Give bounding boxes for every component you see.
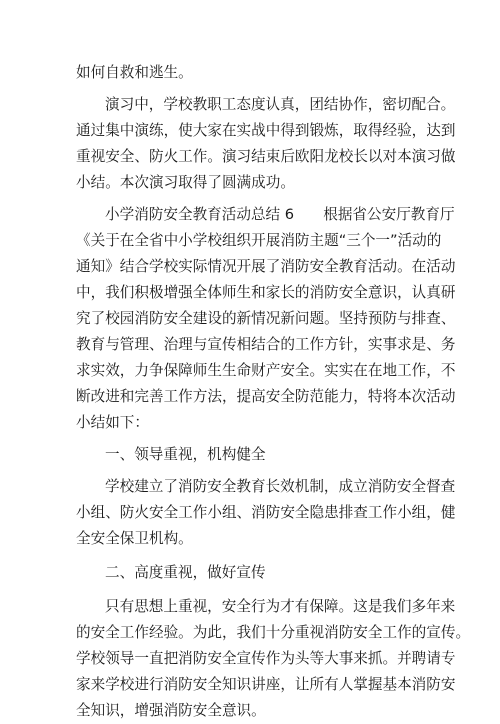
text-line: 学校领导一直把消防安全宣传作为头等大事来抓。并聘请专 xyxy=(76,650,456,667)
heading-leadership xyxy=(76,442,438,468)
para-drill-attitude xyxy=(76,92,456,196)
text-line: 家来学校进行消防安全知识讲座，让所有人掌握基本消防安 xyxy=(76,676,456,693)
text-line: 演习中，学校教职工态度认真，团结协作，密切配合。 xyxy=(105,96,456,113)
text-line: 断改进和完善工作方法，提高安全防范能力，特将本次活动 xyxy=(76,388,456,405)
text-line: 小结如下： xyxy=(76,414,149,431)
text-line: 只有思想上重视，安全行为才有保障。这是我们多年来 xyxy=(105,598,456,615)
text-line: 学校建立了消防安全教育长效机制，成立消防安全督查 xyxy=(105,478,456,495)
para-leadership xyxy=(76,474,456,552)
text-line: 如何自救和逃生。 xyxy=(76,64,193,81)
section-heading: 二、高度重视，做好宣传 xyxy=(105,564,266,581)
heading-publicity xyxy=(76,560,438,586)
text-line: 小学消防安全教育活动总结 6 根据省公安厅教育厅 xyxy=(105,206,455,223)
para-publicity xyxy=(76,594,471,724)
text-line: 究了校园消防安全建设的新情况新问题。坚持预防与排查、 xyxy=(76,310,456,327)
text-line: 的安全工作经验。为此，我们十分重视消防安全工作的宣传。 xyxy=(76,624,471,641)
text-line: 全安全保卫机构。 xyxy=(76,530,193,547)
text-line: 通过集中演练，使大家在实战中得到锻炼，取得经验，达到 xyxy=(76,122,456,139)
text-line: 中，我们积极增强全体师生和家长的消防安全意识，认真研 xyxy=(76,284,456,301)
text-line: 《关于在全省中小学校组织开展消防主题“三个一”活动的 xyxy=(76,232,442,249)
text-line: 重视安全、防火工作。演习结束后欧阳龙校长以对本演习做 xyxy=(76,148,456,165)
text-line: 求实效，力争保障师生生命财产安全。实实在在地工作，不 xyxy=(76,362,456,379)
text-line: 教育与管理、治理与宣传相结合的工作方针，实事求是、务 xyxy=(76,336,456,353)
text-line: 通知》结合学校实际情况开展了消防安全教育活动。在活动 xyxy=(76,258,456,275)
text-line: 小组、防火安全工作小组、消防安全隐患排查工作小组，健 xyxy=(76,504,456,521)
para-summary-6 xyxy=(76,202,456,436)
text-line: 全知识，增强消防安全意识。 xyxy=(76,702,266,719)
section-heading: 一、领导重视，机构健全 xyxy=(105,446,266,463)
text-line: 小结。本次演习取得了圆满成功。 xyxy=(76,174,295,191)
document-body xyxy=(76,60,471,724)
para-self-rescue-end xyxy=(76,60,438,86)
